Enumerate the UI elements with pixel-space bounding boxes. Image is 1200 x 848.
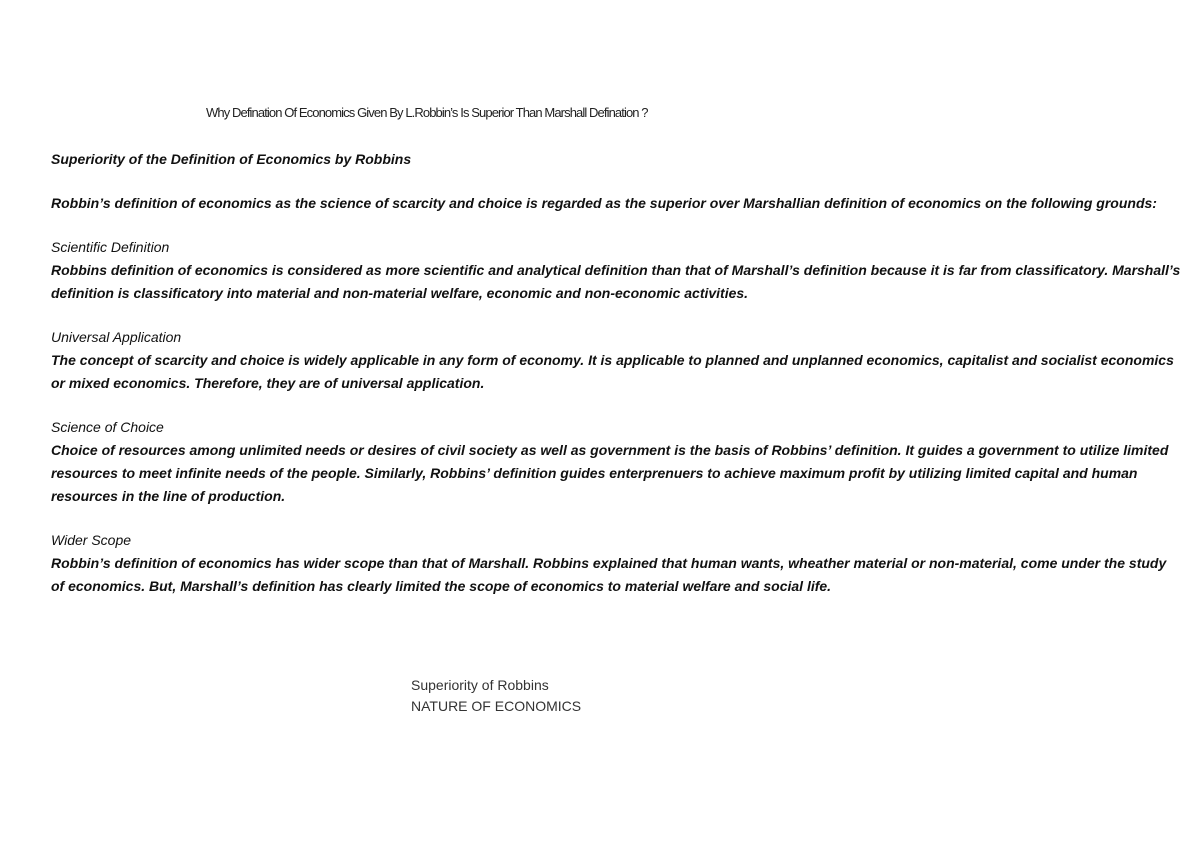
- document-title: Why Defination Of Economics Given By L.Robbin’s Is Superior Than Marshall Defination ?: [206, 105, 648, 120]
- section-heading: Science of Choice: [51, 419, 164, 435]
- footer-line-2: NATURE OF ECONOMICS: [411, 698, 582, 714]
- document-footer: [411, 675, 581, 717]
- section-heading: Scientific Definition: [51, 239, 170, 255]
- footer-line-1: Superiority of Robbins: [411, 677, 549, 693]
- section-body: The concept of scarcity and choice is widely applicable in any form of economy. It is applicable to planned and unplanned economics, capitalist and socialist economics or mixed economics. Therefore, they are of universal application.: [51, 352, 1174, 391]
- section-body: Choice of resources among unlimited needs or desires of civil society as well as government is the basis of Robbins’ definition. It guides a government to utilize limited resources to meet infinite needs of the people. Similarly, Robbins’ definition guides enterprenuers to achieve maximum profit by utilizing limited capital and human resources in the line of production.: [51, 442, 1169, 504]
- main-heading: Superiority of the Definition of Economics by Robbins: [51, 151, 412, 167]
- intro-paragraph: Robbin’s definition of economics as the science of scarcity and choice is regarded as the superior over Marshallian definition of economics on the following grounds:: [51, 195, 1157, 211]
- section-heading: Universal Application: [51, 329, 182, 345]
- section-heading: Wider Scope: [51, 532, 132, 548]
- section-body: Robbins definition of economics is considered as more scientific and analytical definition than that of Marshall’s definition because it is far from classificatory. Marshall’s definition is classificatory into material and non-material welfare, economic and non-economic activities.: [51, 262, 1181, 301]
- section-body: Robbin’s definition of economics has wider scope than that of Marshall. Robbins explained that human wants, wheather material or non-material, come under the study of economics. But, Marshall’s definition has clearly limited the scope of economics to material welfare and social life.: [51, 555, 1167, 594]
- section-universal-application: [51, 326, 1181, 395]
- document-content: [51, 148, 1181, 619]
- section-science-of-choice: [51, 416, 1181, 508]
- section-scientific-definition: [51, 236, 1181, 305]
- section-wider-scope: [51, 529, 1181, 598]
